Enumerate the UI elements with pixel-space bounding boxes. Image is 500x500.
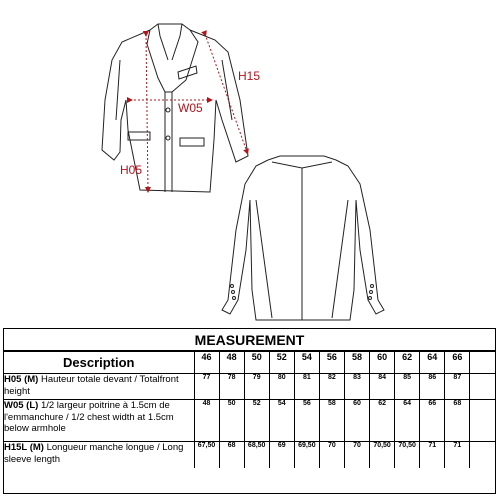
empty-cell: [470, 400, 495, 442]
table-cell: 86: [420, 374, 445, 400]
table-cell: 84: [370, 374, 395, 400]
jacket-back-view: [222, 156, 384, 320]
table-cell: 82: [319, 374, 344, 400]
table-cell: 54: [269, 400, 294, 442]
row-code: W05 (L): [4, 400, 39, 411]
row-description: [4, 374, 194, 400]
size-header: 60: [370, 352, 395, 374]
table-cell: 68: [445, 400, 470, 442]
table-cell: 68: [219, 442, 244, 468]
row-description: [4, 442, 194, 468]
size-header: 58: [344, 352, 369, 374]
size-header: 56: [319, 352, 344, 374]
table-cell: 56: [294, 400, 319, 442]
table-cell: 70: [344, 442, 369, 468]
w05-label: W05: [178, 101, 203, 115]
table-cell: 48: [194, 400, 219, 442]
table-cell: 70,50: [370, 442, 395, 468]
size-header: 48: [219, 352, 244, 374]
empty-size-header: [470, 352, 495, 374]
table-cell: 64: [395, 400, 420, 442]
size-header: 54: [294, 352, 319, 374]
h15-label: H15: [238, 69, 261, 83]
table-cell: 81: [294, 374, 319, 400]
table-row: [4, 400, 495, 442]
table-cell: 67,50: [194, 442, 219, 468]
empty-cell: [470, 374, 495, 400]
table-cell: 71: [420, 442, 445, 468]
table-cell: 58: [319, 400, 344, 442]
h05-label: H05: [120, 163, 143, 177]
table-cell: 68,50: [244, 442, 269, 468]
table-cell: 69: [269, 442, 294, 468]
measurement-table-panel: [3, 328, 496, 494]
table-cell: 78: [219, 374, 244, 400]
table-cell: 77: [194, 374, 219, 400]
size-header: 64: [420, 352, 445, 374]
table-cell: 52: [244, 400, 269, 442]
measurement-table: [4, 351, 495, 468]
table-cell: 50: [219, 400, 244, 442]
description-header: Description: [4, 352, 194, 374]
table-cell: 83: [344, 374, 369, 400]
table-cell: 85: [395, 374, 420, 400]
row-text: Longueur manche longue / Long sleeve length: [4, 442, 184, 465]
table-cell: 71: [445, 442, 470, 468]
row-text: Hauteur totale devant / Totalfront height: [4, 374, 179, 397]
table-cell: 69,50: [294, 442, 319, 468]
table-row: [4, 442, 495, 468]
size-header: 46: [194, 352, 219, 374]
row-code: H15L (M): [4, 442, 44, 453]
table-cell: 70,50: [395, 442, 420, 468]
table-row: [4, 374, 495, 400]
table-cell: 60: [344, 400, 369, 442]
row-description: [4, 400, 194, 442]
size-header-row: [4, 352, 495, 374]
size-header: 50: [244, 352, 269, 374]
empty-cell: [470, 442, 495, 468]
row-text: 1/2 largeur poitrine à 1.5cm de l'emmanchure / 1/2 chest width at 1.5cm below armhole: [4, 400, 174, 434]
table-cell: 80: [269, 374, 294, 400]
table-cell: 66: [420, 400, 445, 442]
row-code: H05 (M): [4, 374, 39, 385]
table-cell: 87: [445, 374, 470, 400]
size-header: 62: [395, 352, 420, 374]
size-header: 52: [269, 352, 294, 374]
size-header: 66: [445, 352, 470, 374]
table-cell: 70: [319, 442, 344, 468]
table-cell: 79: [244, 374, 269, 400]
table-title: MEASUREMENT: [4, 329, 495, 351]
table-cell: 62: [370, 400, 395, 442]
